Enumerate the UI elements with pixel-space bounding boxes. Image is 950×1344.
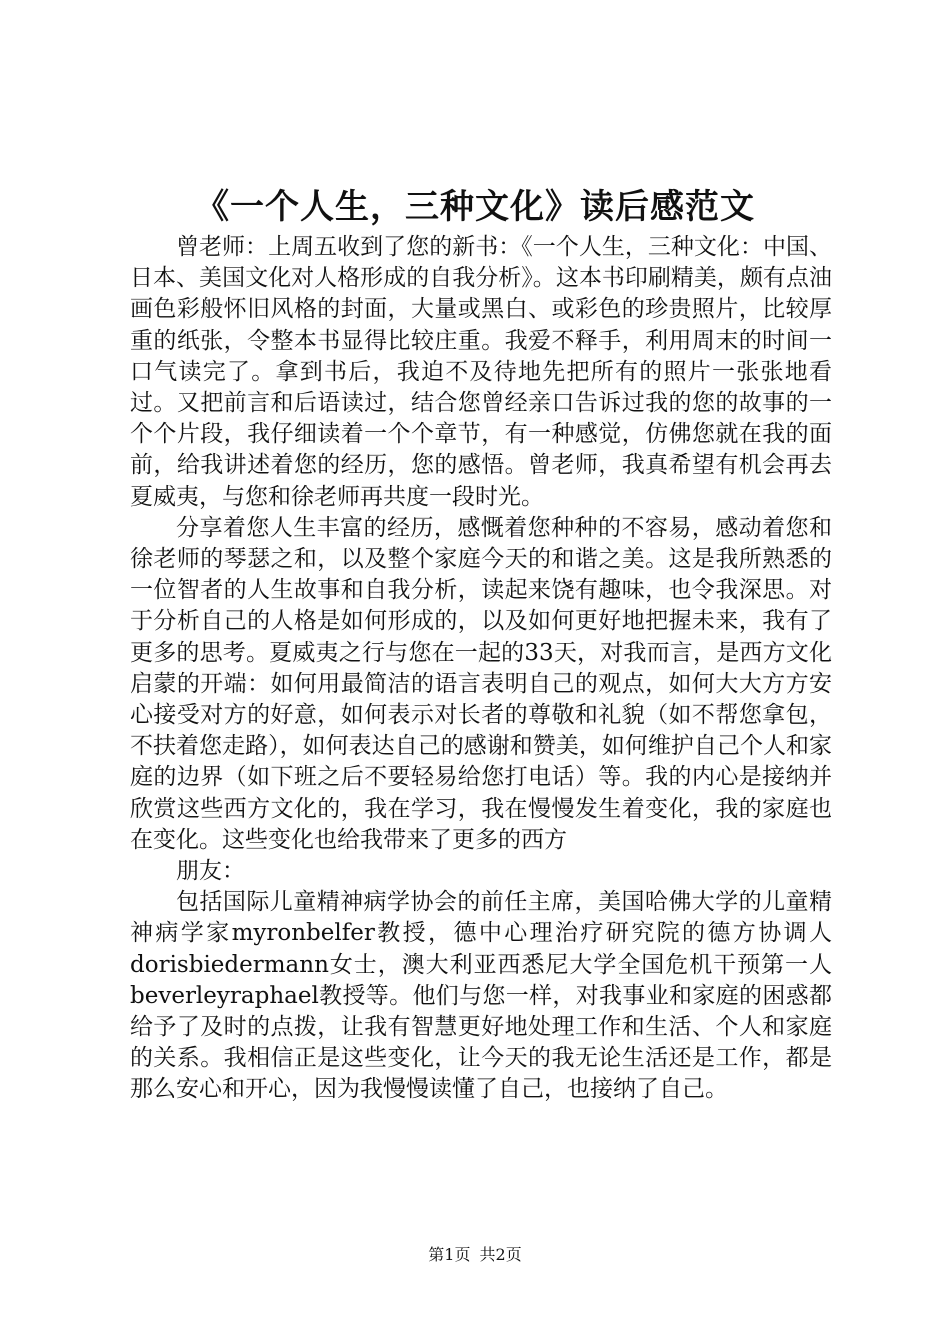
document-body xyxy=(130,232,832,1106)
document-title: 《一个人生，三种文化》读后感范文 xyxy=(195,187,755,227)
paragraph-2: 分享着您人生丰富的经历，感慨着您种种的不容易，感动着您和徐老师的琴瑟之和，以及整个家庭今天的和谐之美。这是我所熟悉的一位智者的人生故事和自我分析，读起来饶有趣味，也令我深思。对于分析自己的人格是如何形成的，以及如何更好地把握未来，我有了更多的思考。夏威夷之行与您在一起的33天，对我而言，是西方文化启蒙的开端：如何用最简洁的语言表明自己的观点，如何大大方方安心接受对方的好意，如何表示对长者的尊敬和礼貌（如不帮您拿包，不扶着您走路），如何表达自己的感谢和赞美，如何维护自己个人和家庭的边界（如下班之后不要轻易给您打电话）等。我的内心是接纳并欣赏这些西方文化的，我在学习，我在慢慢发生着变化，我的家庭也在变化。这些变化也给我带来了更多的西方 xyxy=(130,514,832,853)
page-number: 第1页 xyxy=(428,1245,471,1264)
paragraph-4: 包括国际儿童精神病学协会的前任主席，美国哈佛大学的儿童精神病学家myronbelfer教授，德中心理治疗研究院的德方协调人dorisbiedermann女士，澳大利亚西悉尼大学全国危机干预第一人beverleyraphael教授等。他们与您一样，对我事业和家庭的困惑都给予了及时的点拨，让我有智慧更好地处理工作和生活、个人和家庭的关系。我相信正是这些变化，让今天的我无论生活还是工作，都是那么安心和开心，因为我慢慢读懂了自己，也接纳了自己。 xyxy=(130,889,832,1103)
page-total: 共2页 xyxy=(479,1245,522,1264)
paragraph-1: 曾老师：上周五收到了您的新书：《一个人生，三种文化：中国、日本、美国文化对人格形成的自我分析》。这本书印刷精美，颇有点油画色彩般怀旧风格的封面，大量或黑白、或彩色的珍贵照片，比较厚重的纸张，令整本书显得比较庄重。我爱不释手，利用周末的时间一口气读完了。拿到书后，我迫不及待地先把所有的照片一张张地看过。又把前言和后语读过，结合您曾经亲口告诉过我的您的故事的一个个片段，我仔细读着一个个章节，有一种感觉，仿佛您就在我的面前，给我讲述着您的经历，您的感悟。曾老师，我真希望有机会再去夏威夷，与您和徐老师再共度一段时光。 xyxy=(130,234,832,510)
page-footer xyxy=(0,1243,950,1267)
paragraph-3: 朋友： xyxy=(176,858,245,885)
